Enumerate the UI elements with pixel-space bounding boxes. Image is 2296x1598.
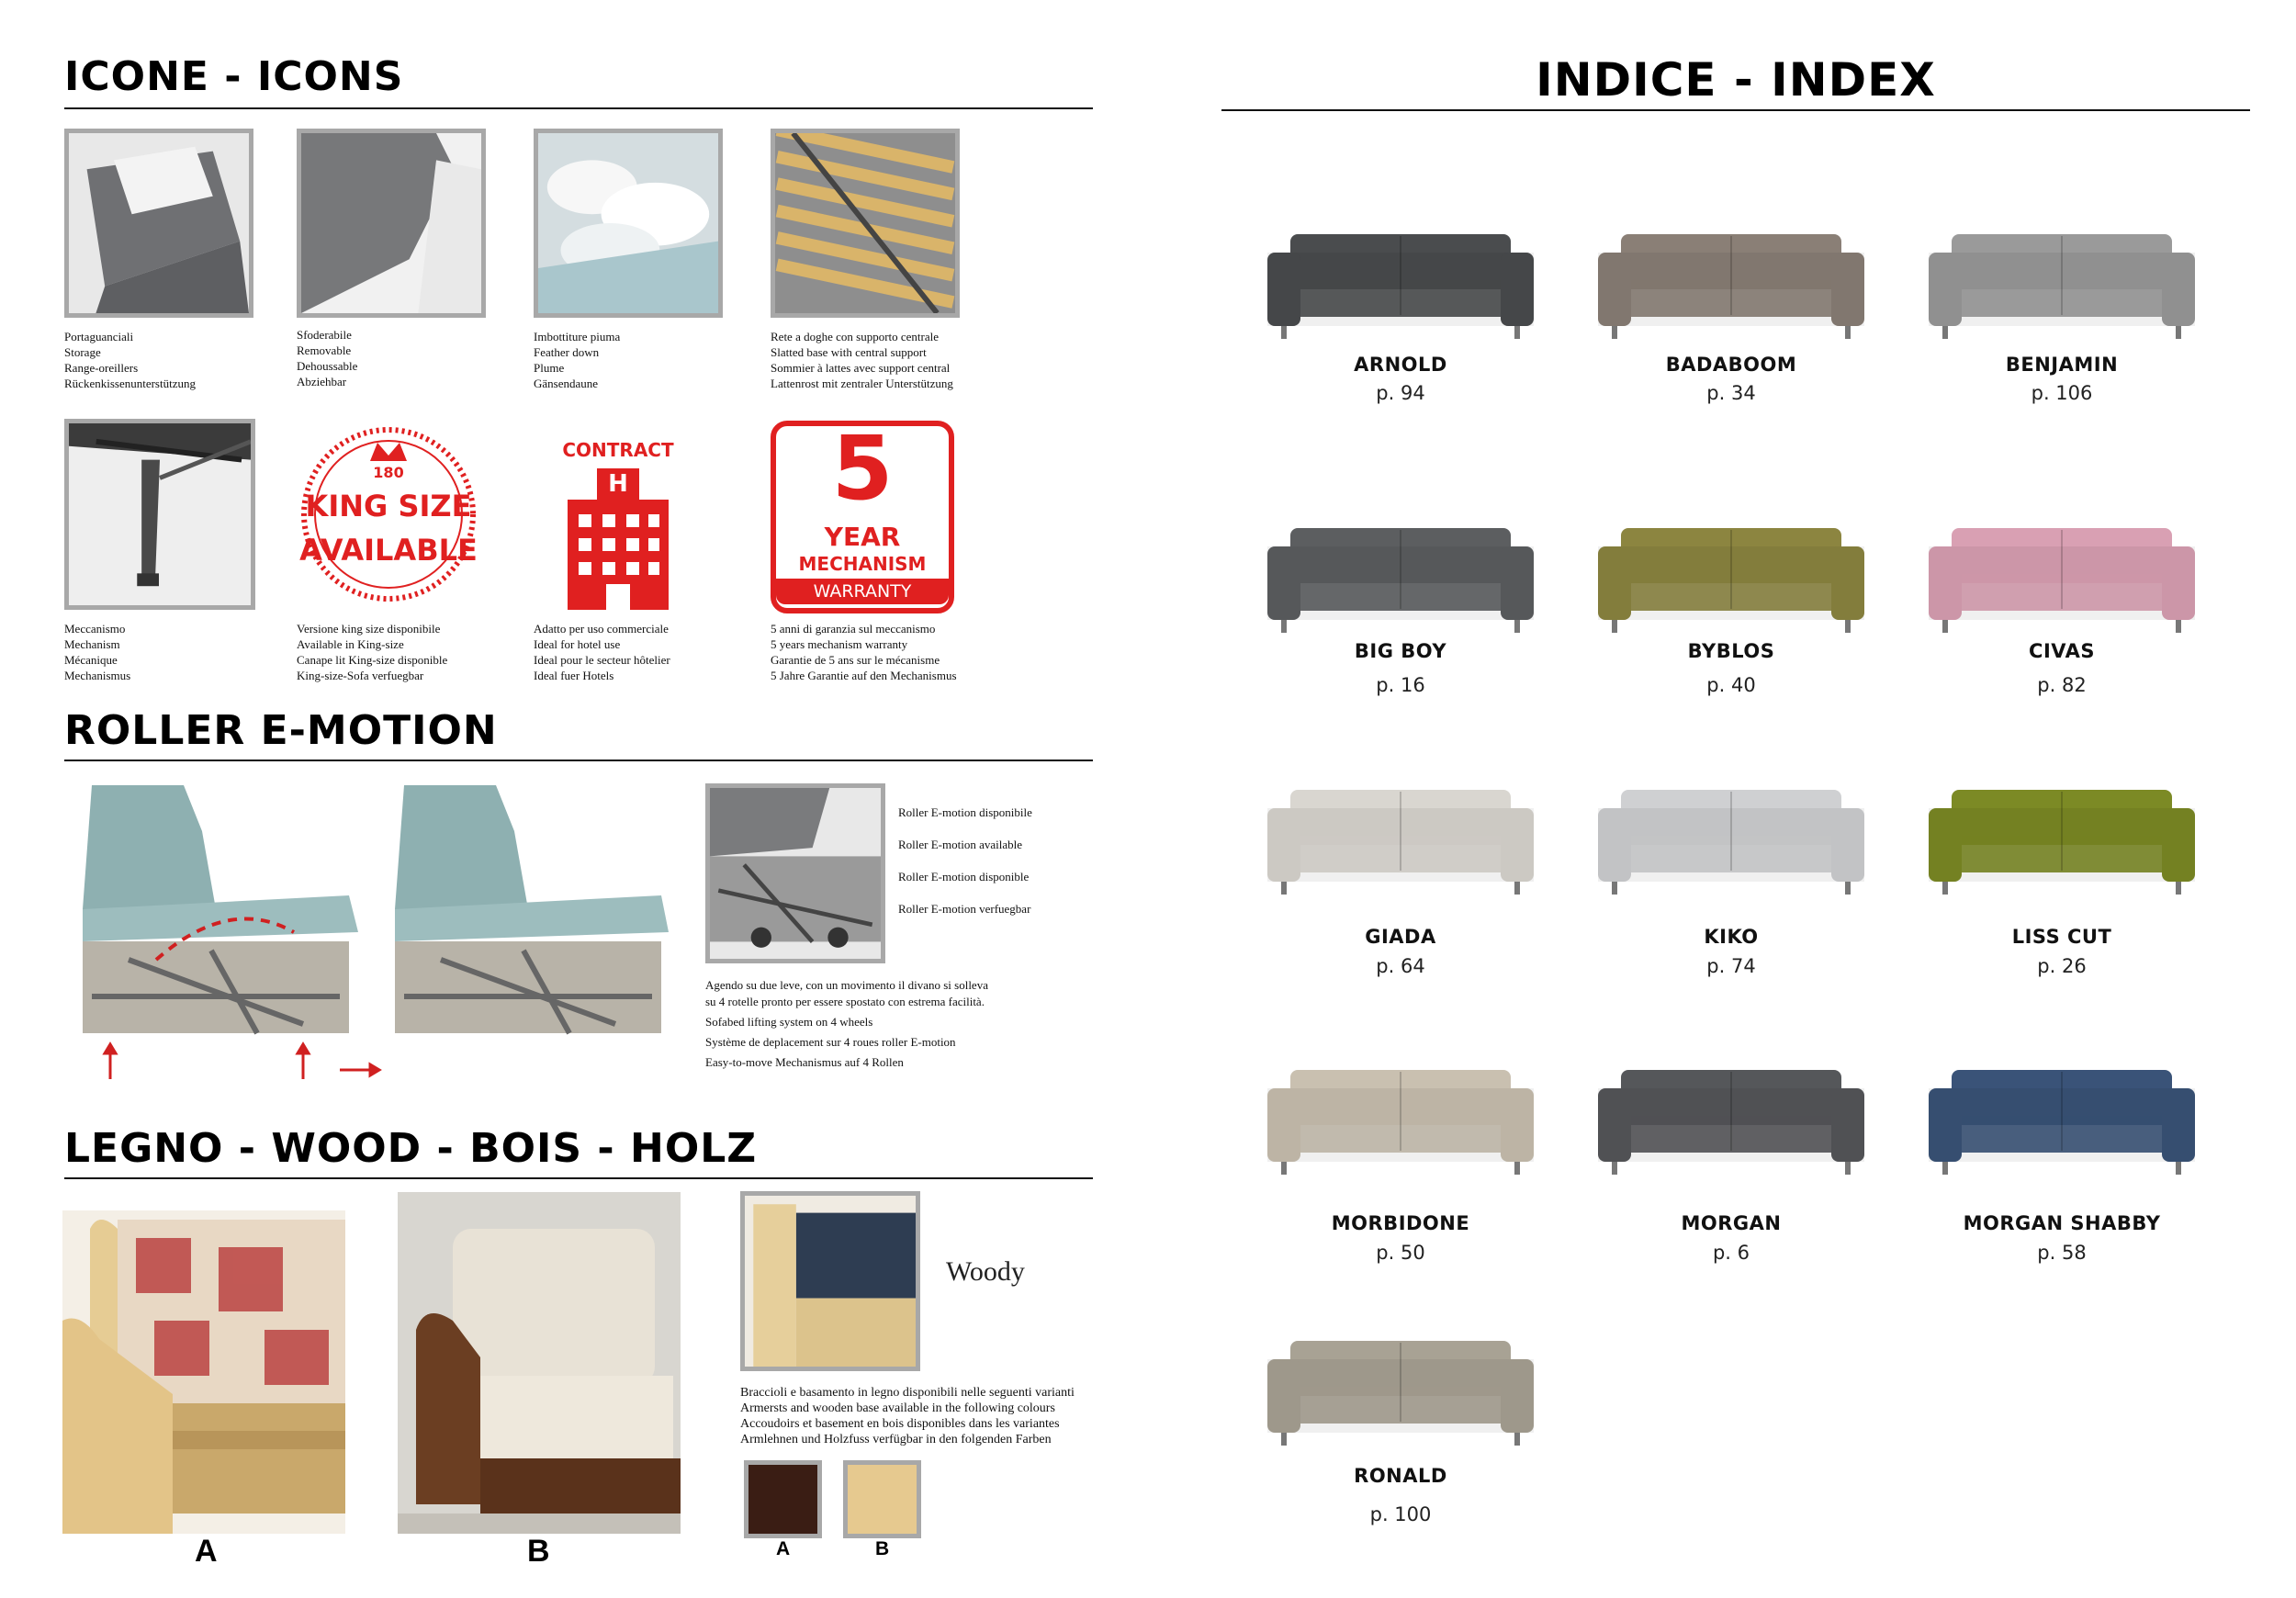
roller-description: Agendo su due leve, con un movimento il divano si solleva su 4 rotelle pronto per essere spostato con estrema facilità. Sofabed lifting system on 4 wheels Système de deplacement sur 4 roues roller E-motion Easy-to-move Mechanismus auf 4 Rollen <box>705 978 988 1069</box>
product-page-morbidone[interactable]: p. 50 <box>1376 1242 1425 1264</box>
wood-swatch-b-label: B <box>875 1538 890 1559</box>
removable-cover-icon <box>297 129 486 318</box>
sofa-image-giada[interactable] <box>1254 771 1548 900</box>
product-name-big-boy[interactable]: BIG BOY <box>1354 640 1447 662</box>
king-size-line1: KING SIZE <box>305 489 472 523</box>
product-page-morgan[interactable]: p. 6 <box>1712 1242 1750 1264</box>
product-name-kiko[interactable]: KIKO <box>1704 926 1759 948</box>
sofa-image-arnold[interactable] <box>1254 216 1548 344</box>
wood-swatch-a-color <box>748 1465 817 1534</box>
wood-swatch-a <box>744 1460 822 1538</box>
product-page-byblos[interactable]: p. 40 <box>1706 674 1756 696</box>
contract-badge <box>549 439 687 613</box>
icons-section-rule <box>64 107 1093 109</box>
sofa-image-badaboom[interactable] <box>1584 216 1878 344</box>
product-page-morgan-shabby[interactable]: p. 58 <box>2037 1242 2087 1264</box>
wood-description: Braccioli e basamento in legno disponibili nelle seguenti varianti Armersts and wooden base available in the following colours Accoudoirs et basement en bois disponibles dans les variantes Armlehnen und Holzfuss verfügbar in den folgenden Farben <box>740 1386 1075 1446</box>
king-size-line2: AVAILABLE <box>299 533 478 568</box>
sofa-image-big-boy[interactable] <box>1254 510 1548 638</box>
roller-section-title: ROLLER E-MOTION <box>64 707 498 754</box>
slatted-base-icon <box>771 129 960 318</box>
roller-mechanism-photo <box>64 776 670 1088</box>
product-name-benjamin[interactable]: BENJAMIN <box>2005 354 2119 376</box>
warranty-line3: WARRANTY <box>776 579 949 604</box>
product-name-byblos[interactable]: BYBLOS <box>1687 640 1775 662</box>
wood-swatch-b <box>843 1460 921 1538</box>
product-name-morgan-shabby[interactable]: MORGAN SHABBY <box>1963 1212 2161 1234</box>
product-page-benjamin[interactable]: p. 106 <box>2031 382 2093 404</box>
product-name-civas[interactable]: CIVAS <box>2029 640 2095 662</box>
mechanism-icon <box>64 419 255 610</box>
product-name-giada[interactable]: GIADA <box>1365 926 1436 948</box>
wood-photo-b-label: B <box>527 1534 550 1569</box>
product-name-arnold[interactable]: ARNOLD <box>1354 354 1447 376</box>
sofa-image-ronald[interactable] <box>1254 1322 1548 1451</box>
product-name-ronald[interactable]: RONALD <box>1354 1465 1447 1487</box>
feather-down-icon <box>534 129 723 318</box>
warranty-caption: 5 anni di garanzia sul meccanismo 5 years mechanism warranty Garantie de 5 ans sur le mécanisme 5 Jahre Garantie auf den Mechanismus <box>771 622 957 682</box>
product-page-giada[interactable]: p. 64 <box>1376 955 1425 977</box>
king-size-number: 180 <box>373 464 404 481</box>
feather-down-caption: Imbottiture piuma Feather down Plume Gänsendaune <box>534 330 621 390</box>
warranty-badge <box>771 417 954 613</box>
wood-section-title: LEGNO - WOOD - BOIS - HOLZ <box>64 1125 758 1172</box>
storage-icon <box>64 129 253 318</box>
wood-photo-b <box>398 1192 681 1534</box>
king-size-caption: Versione king size disponibile Available in King-size Canape lit King-size disponible King-size-Sofa verfuegbar <box>297 622 448 682</box>
sofa-image-civas[interactable] <box>1915 510 2209 638</box>
index-section-title: INDICE - INDEX <box>1536 53 1936 107</box>
product-page-badaboom[interactable]: p. 34 <box>1706 382 1756 404</box>
sofa-image-byblos[interactable] <box>1584 510 1878 638</box>
sofa-image-kiko[interactable] <box>1584 771 1878 900</box>
wood-section-rule <box>64 1177 1093 1179</box>
removable-caption: Sfoderabile Removable Dehoussable Abziehbar <box>297 328 358 388</box>
king-size-badge <box>297 422 480 606</box>
product-page-liss-cut[interactable]: p. 26 <box>2037 955 2087 977</box>
roller-wheels-photo <box>705 783 885 963</box>
wood-swatch-b-color <box>848 1465 917 1534</box>
wood-photo-a <box>62 1210 345 1534</box>
storage-caption: Portaguanciali Storage Range-oreillers Rückenkissenunterstützung <box>64 330 196 390</box>
icons-section-title: ICONE - ICONS <box>64 53 404 100</box>
product-name-liss-cut[interactable]: LISS CUT <box>2011 926 2112 948</box>
index-section-rule <box>1221 109 2250 111</box>
sofa-image-morgan-shabby[interactable] <box>1915 1052 2209 1180</box>
woody-label: Woody <box>946 1256 1025 1287</box>
roller-section-rule <box>64 760 1093 761</box>
sofa-image-benjamin[interactable] <box>1915 216 2209 344</box>
product-page-arnold[interactable]: p. 94 <box>1376 382 1425 404</box>
product-page-big-boy[interactable]: p. 16 <box>1376 674 1425 696</box>
contract-caption: Adatto per uso commerciale Ideal for hotel use Ideal pour le secteur hôtelier Ideal fuer Hotels <box>534 622 670 682</box>
warranty-number: 5 <box>831 417 894 520</box>
product-page-ronald[interactable]: p. 100 <box>1369 1503 1432 1525</box>
sofa-image-morbidone[interactable] <box>1254 1052 1548 1180</box>
product-name-morgan[interactable]: MORGAN <box>1681 1212 1782 1234</box>
woody-photo <box>740 1191 920 1371</box>
mechanism-caption: Meccanismo Mechanism Mécanique Mechanismus <box>64 622 131 682</box>
warranty-line2: MECHANISM <box>798 553 927 575</box>
product-page-civas[interactable]: p. 82 <box>2037 674 2087 696</box>
roller-availability-list: Roller E-motion disponibile Roller E-motion available Roller E-motion disponible Roller E-motion verfuegbar <box>898 805 1032 916</box>
product-name-badaboom[interactable]: BADABOOM <box>1665 354 1797 376</box>
contract-hotel-letter: H <box>608 470 628 498</box>
warranty-line1: YEAR <box>824 522 901 552</box>
wood-swatch-a-label: A <box>776 1538 791 1559</box>
sofa-image-liss-cut[interactable] <box>1915 771 2209 900</box>
product-page-kiko[interactable]: p. 74 <box>1706 955 1756 977</box>
wood-photo-a-label: A <box>195 1534 218 1569</box>
slatted-base-caption: Rete a doghe con supporto centrale Slatted base with central support Sommier à lattes avec support central Lattenrost mit zentraler Unterstützung <box>771 330 953 390</box>
sofa-image-morgan[interactable] <box>1584 1052 1878 1180</box>
contract-label: CONTRACT <box>562 439 674 461</box>
product-name-morbidone[interactable]: MORBIDONE <box>1331 1212 1470 1234</box>
